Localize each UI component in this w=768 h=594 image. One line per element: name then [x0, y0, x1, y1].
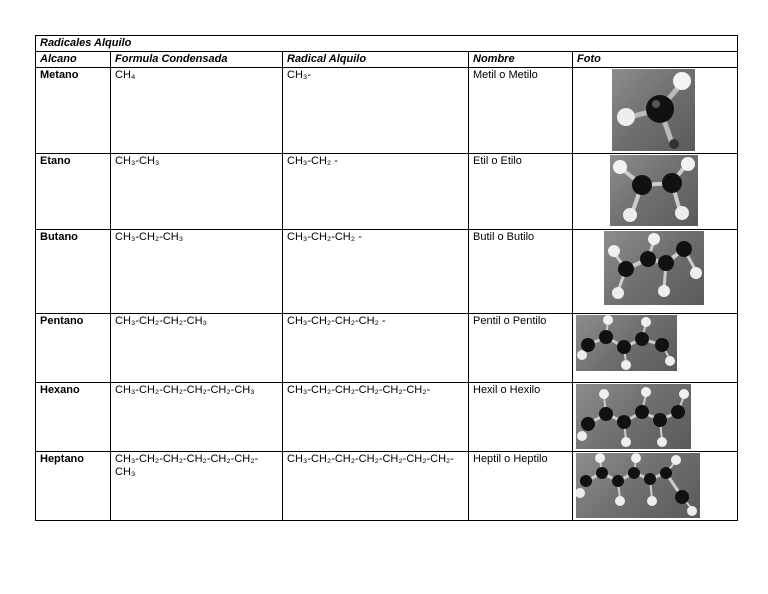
- header-nombre: Nombre: [469, 52, 573, 68]
- radical-name: Metil o Metilo: [469, 68, 573, 154]
- condensed-formula: CH₃-CH₂-CH₃: [111, 230, 283, 314]
- table-title-row: [36, 36, 738, 52]
- hexane-model-photo: [576, 384, 691, 449]
- header-radical: Radical Alquilo: [283, 52, 469, 68]
- alkane-name: Heptano: [36, 452, 111, 521]
- table-row: [36, 68, 738, 154]
- alkane-name: Metano: [36, 68, 111, 154]
- alkane-name: Pentano: [36, 314, 111, 383]
- condensed-formula: CH₃-CH₂-CH₂-CH₂-CH₂-CH₂-CH₃: [111, 452, 283, 521]
- alkane-name: Hexano: [36, 383, 111, 452]
- radical-name: Etil o Etilo: [469, 154, 573, 230]
- methane-model-photo: [612, 69, 695, 151]
- condensed-formula: CH₃-CH₂-CH₂-CH₃: [111, 314, 283, 383]
- header-foto: Foto: [573, 52, 738, 68]
- table-title: Radicales Alquilo: [36, 36, 738, 52]
- alkane-name: Etano: [36, 154, 111, 230]
- alkyl-radical: CH₃-: [283, 68, 469, 154]
- radical-name: Pentil o Pentilo: [469, 314, 573, 383]
- radical-name: Heptil o Heptilo: [469, 452, 573, 521]
- header-alcano: Alcano: [36, 52, 111, 68]
- butane-model-photo: [604, 231, 704, 305]
- heptane-model-photo: [576, 453, 700, 518]
- condensed-formula: CH₃-CH₃: [111, 154, 283, 230]
- photo-cell: [573, 230, 738, 314]
- alkyl-radical: CH₃-CH₂-CH₂-CH₂-CH₂-CH₂-CH₂-: [283, 452, 469, 521]
- photo-cell: [573, 314, 738, 383]
- alkane-name: Butano: [36, 230, 111, 314]
- table-row: [36, 383, 738, 452]
- condensed-formula: CH₄: [111, 68, 283, 154]
- alkyl-radical: CH₃-CH₂ -: [283, 154, 469, 230]
- radical-name: Butil o Butilo: [469, 230, 573, 314]
- ethane-model-photo: [610, 155, 698, 226]
- condensed-formula: CH₃-CH₂-CH₂-CH₂-CH₂-CH₃: [111, 383, 283, 452]
- radical-name: Hexil o Hexilo: [469, 383, 573, 452]
- table-row: [36, 230, 738, 314]
- header-formula: Formula Condensada: [111, 52, 283, 68]
- table-row: [36, 314, 738, 383]
- photo-cell: [573, 68, 738, 154]
- alkyl-radicals-table: [35, 35, 738, 521]
- photo-cell: [573, 383, 738, 452]
- alkyl-radical: CH₃-CH₂-CH₂-CH₂ -: [283, 314, 469, 383]
- table-row: [36, 452, 738, 521]
- pentane-model-photo: [576, 315, 677, 371]
- photo-cell: [573, 452, 738, 521]
- table-header-row: [36, 52, 738, 68]
- photo-cell: [573, 154, 738, 230]
- alkyl-radical: CH₃-CH₂-CH₂-CH₂-CH₂-CH₂-: [283, 383, 469, 452]
- alkyl-radical: CH₃-CH₂-CH₂ -: [283, 230, 469, 314]
- table-row: [36, 154, 738, 230]
